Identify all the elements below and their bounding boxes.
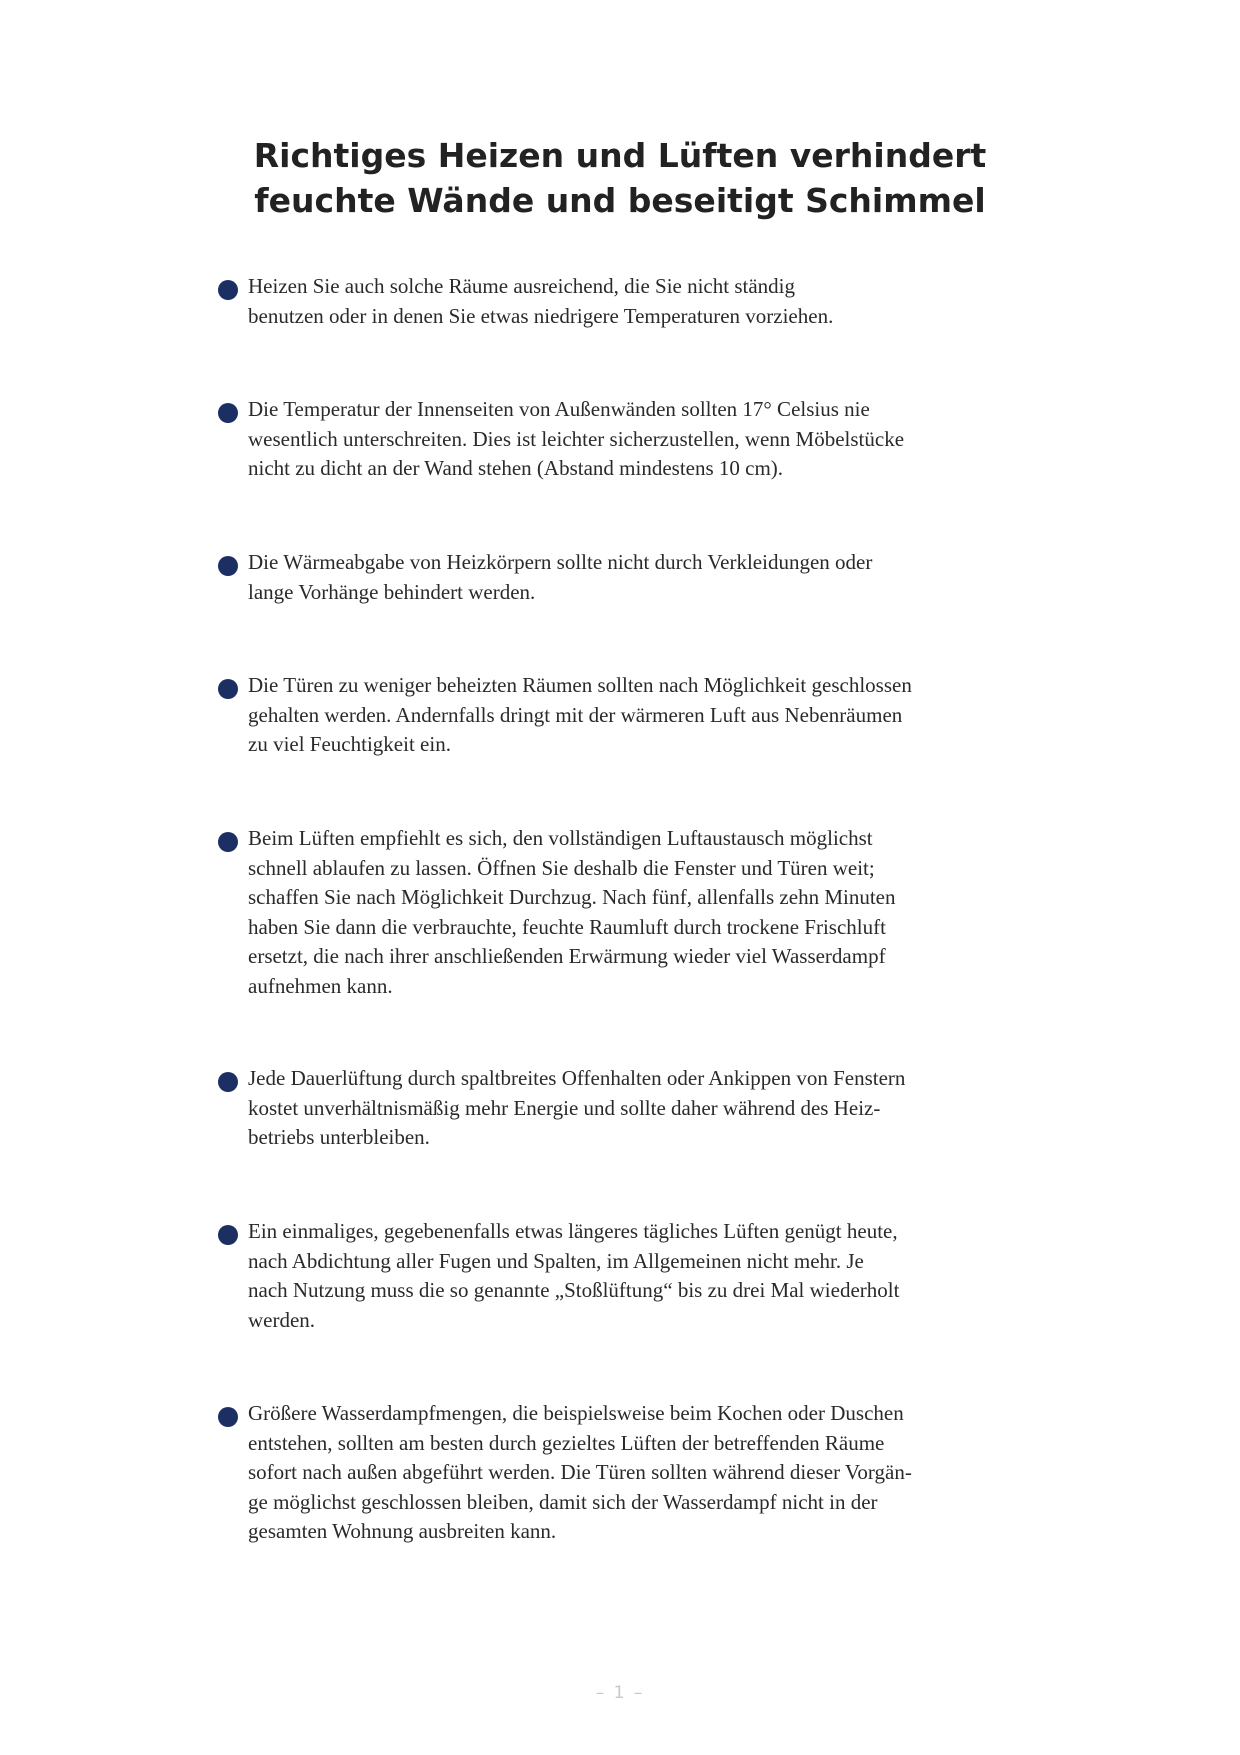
list-item-text [248,824,1038,1001]
text-line: kostet unverhältnismäßig mehr Energie und sollte daher während des Heiz- [248,1095,881,1120]
bullet-icon [218,1407,238,1427]
text-line: Jede Dauerlüftung durch spaltbreites Offenhalten oder Ankippen von Fenstern [248,1066,906,1090]
text-line: Größere Wasserdampfmengen, die beispielsweise beim Kochen oder Duschen [248,1401,904,1425]
text-line: Die Türen zu weniger beheizten Räumen sollten nach Möglichkeit geschlossen [248,673,912,697]
bullet-icon [218,556,238,576]
bullet-icon [218,280,238,300]
text-line: Heizen Sie auch solche Räume ausreichend, die Sie nicht ständig [248,274,795,298]
bullet-icon [218,832,238,852]
text-line: gesamten Wohnung ausbreiten kann. [248,1519,557,1543]
list-item-text [248,395,1038,484]
text-line: zu viel Feuchtigkeit ein. [248,732,451,756]
bullet-icon [218,403,238,423]
text-line: nach Abdichtung aller Fugen und Spalten, im Allgemeinen nicht mehr. Je [248,1248,864,1273]
page-number: – 1 – [595,1683,645,1703]
text-line: benutzen oder in denen Sie etwas niedrigere Temperaturen vorziehen. [248,303,834,328]
list-item-text [248,272,1038,331]
text-line: nach Nutzung muss die so genannte „Stoßlüftung“ bis zu drei Mal wiederholt [248,1278,900,1302]
text-line: schnell ablaufen zu lassen. Öffnen Sie deshalb die Fenster und Türen weit; [248,855,875,880]
text-line: aufnehmen kann. [248,973,393,998]
text-line: Die Wärmeabgabe von Heizkörpern sollte nicht durch Verkleidungen oder [248,550,873,574]
bullet-icon [218,1225,238,1245]
text-line: gehalten werden. Andernfalls dringt mit der wärmeren Luft aus Nebenräumen [248,702,903,727]
title-line-1: Richtiges Heizen und Lüften verhindert [253,136,987,175]
bullet-icon [218,679,238,699]
list-item-text [248,671,1038,760]
text-line: sofort nach außen abgeführt werden. Die Türen sollten während dieser Vorgän- [248,1460,912,1484]
text-line: nicht zu dicht an der Wand stehen (Abstand mindestens 10 cm). [248,456,784,480]
text-line: wesentlich unterschreiten. Dies ist leichter sicherzustellen, wenn Möbelstücke [248,426,905,451]
list-item-text [248,1217,1038,1335]
page-title [0,133,1240,223]
text-line: ge möglichst geschlossen bleiben, damit sich der Wasserdampf nicht in der [248,1489,878,1514]
text-line: Die Temperatur der Innenseiten von Außenwänden sollten 17° Celsius nie [248,397,870,421]
text-line: lange Vorhänge behindert werden. [248,579,536,604]
text-line: ersetzt, die nach ihrer anschließenden Erwärmung wieder viel Wasserdampf [248,944,886,968]
text-line: haben Sie dann die verbrauchte, feuchte Raumluft durch trockene Frischluft [248,914,886,939]
list-item-text [248,1064,1038,1153]
bullet-icon [218,1072,238,1092]
text-line: Beim Lüften empfiehlt es sich, den vollständigen Luftaustausch möglichst [248,826,873,850]
text-line: betriebs unterbleiben. [248,1125,430,1149]
text-line: Ein einmaliges, gegebenenfalls etwas längeres tägliches Lüften genügt heute, [248,1219,898,1243]
list-item-text [248,548,1038,607]
text-line: werden. [248,1307,316,1332]
list-item-text [248,1399,1038,1547]
title-line-2: feuchte Wände und beseitigt Schimmel [254,181,986,220]
text-line: entstehen, sollten am besten durch gezieltes Lüften der betreffenden Räume [248,1430,885,1455]
text-line: schaffen Sie nach Möglichkeit Durchzug. Nach fünf, allenfalls zehn Minuten [248,885,896,909]
